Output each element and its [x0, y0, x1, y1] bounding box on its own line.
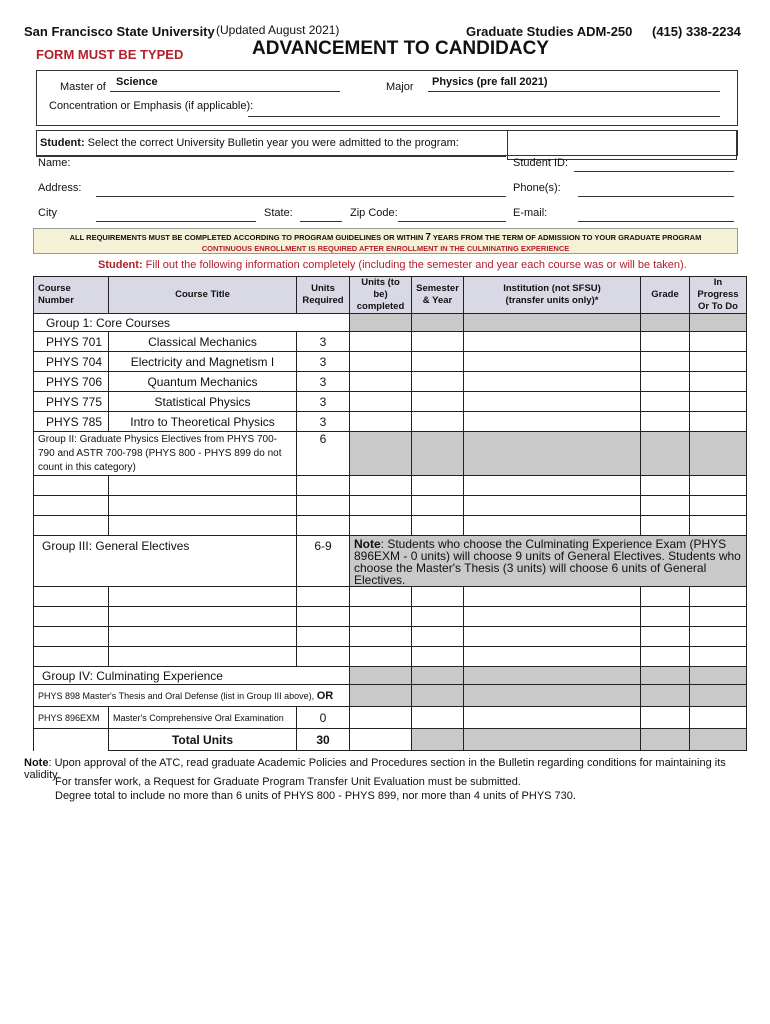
- group4-header-row: [34, 667, 747, 685]
- table-row: [34, 392, 747, 412]
- major-line: [428, 91, 720, 92]
- in-progress-cell[interactable]: [690, 372, 747, 392]
- university-name: San Francisco State University: [24, 24, 215, 39]
- units-required: 3: [297, 412, 350, 432]
- header-units-completed: Units (to be) completed: [350, 277, 412, 314]
- major-value[interactable]: Physics (pre fall 2021): [432, 76, 548, 88]
- name-label: Name:: [38, 157, 71, 169]
- group3-note: Note: Students who choose the Culminating Experience Exam (PHYS 896EXM - 0 units) will choose 9 units of General Electives. Students who choose the Master's Thesis (3 units) will choose 6 units of General Electives.: [350, 536, 747, 587]
- grade-cell[interactable]: [641, 412, 690, 432]
- course-title: Intro to Theoretical Physics: [109, 412, 297, 432]
- semester-cell[interactable]: [412, 392, 464, 412]
- in-progress-cell[interactable]: [690, 352, 747, 372]
- requirements-notice: [33, 228, 738, 254]
- email-input[interactable]: [578, 221, 734, 222]
- in-progress-cell[interactable]: [690, 392, 747, 412]
- table-row: [34, 496, 747, 516]
- table-row: [34, 352, 747, 372]
- group2-description: Group II: Graduate Physics Electives from PHYS 700-790 and ASTR 700-798 (PHYS 800 - PHYS 899 do not count in this category): [34, 432, 297, 476]
- in-progress-cell[interactable]: [690, 412, 747, 432]
- total-label: Total Units: [109, 729, 297, 751]
- course-number: PHYS 704: [34, 352, 109, 372]
- exam-units: 0: [297, 707, 350, 729]
- phones-label: Phone(s):: [513, 182, 561, 194]
- group3-title: Group III: General Electives: [34, 536, 297, 587]
- course-table: [33, 276, 747, 751]
- header-semester: Semester & Year: [412, 277, 464, 314]
- table-row: [34, 587, 747, 607]
- units-completed-cell[interactable]: [350, 392, 412, 412]
- zip-input[interactable]: [398, 221, 506, 222]
- master-of-line: [110, 91, 340, 92]
- total-row: [34, 729, 747, 751]
- header-institution: Institution (not SFSU) (transfer units only)*: [464, 277, 641, 314]
- exam-title: Master's Comprehensive Oral Examination: [109, 707, 297, 729]
- table-row: [34, 516, 747, 536]
- name-input[interactable]: [36, 156, 506, 157]
- table-row: [34, 647, 747, 667]
- student-id-input[interactable]: [574, 171, 734, 172]
- institution-cell[interactable]: [464, 372, 641, 392]
- thesis-row: [34, 685, 747, 707]
- total-units: 30: [297, 729, 350, 751]
- form-title: ADVANCEMENT TO CANDIDACY: [252, 38, 549, 59]
- table-row: [34, 332, 747, 352]
- table-row: [34, 412, 747, 432]
- header-grade: Grade: [641, 277, 690, 314]
- transfer-note: For transfer work, a Request for Graduate Program Transfer Unit Evaluation must be submitted.: [55, 776, 521, 788]
- grade-cell[interactable]: [641, 332, 690, 352]
- group4-title: Group IV: Culminating Experience: [34, 667, 350, 685]
- units-required: 3: [297, 352, 350, 372]
- address-input[interactable]: [96, 196, 506, 197]
- institution-cell[interactable]: [464, 352, 641, 372]
- course-title: Statistical Physics: [109, 392, 297, 412]
- course-number: PHYS 706: [34, 372, 109, 392]
- units-completed-cell[interactable]: [350, 352, 412, 372]
- concentration-input[interactable]: [248, 116, 720, 117]
- semester-cell[interactable]: [412, 352, 464, 372]
- exam-row: [34, 707, 747, 729]
- address-label: Address:: [38, 182, 82, 194]
- units-completed-cell[interactable]: [350, 332, 412, 352]
- header-course-title: Course Title: [109, 277, 297, 314]
- email-label: E-mail:: [513, 207, 548, 219]
- group2-row: [34, 432, 747, 476]
- table-row: [34, 372, 747, 392]
- course-title: Quantum Mechanics: [109, 372, 297, 392]
- semester-cell[interactable]: [412, 332, 464, 352]
- in-progress-cell[interactable]: [690, 707, 747, 729]
- zip-label: Zip Code:: [350, 207, 398, 219]
- bulletin-year-input[interactable]: [507, 130, 737, 160]
- state-label: State:: [264, 207, 293, 219]
- group2-units: 6: [297, 432, 350, 476]
- institution-cell[interactable]: [464, 332, 641, 352]
- major-label: Major: [386, 81, 414, 93]
- table-row: [34, 476, 747, 496]
- grade-cell[interactable]: [641, 352, 690, 372]
- master-of-label: Master of: [60, 81, 106, 93]
- course-title: Electricity and Magnetism I: [109, 352, 297, 372]
- in-progress-cell[interactable]: [690, 332, 747, 352]
- group3-units: 6-9: [297, 536, 350, 587]
- units-completed-cell[interactable]: [350, 372, 412, 392]
- header-units-required: Units Required: [297, 277, 350, 314]
- master-of-value[interactable]: Science: [116, 76, 158, 88]
- institution-cell[interactable]: [464, 412, 641, 432]
- course-number: PHYS 785: [34, 412, 109, 432]
- office-phone: (415) 338-2234: [652, 24, 741, 39]
- grade-cell[interactable]: [641, 392, 690, 412]
- exam-number: PHYS 896EXM: [34, 707, 109, 729]
- grade-cell[interactable]: [641, 707, 690, 729]
- group1-header-row: [34, 314, 747, 332]
- notice-line-1: ALL REQUIREMENTS MUST BE COMPLETED ACCORDING TO PROGRAM GUIDELINES OR WITHIN 7 YEARS FROM THE TERM OF ADMISSION TO YOUR GRADUATE PROGRAM: [69, 232, 702, 243]
- semester-cell[interactable]: [412, 372, 464, 392]
- course-number: PHYS 701: [34, 332, 109, 352]
- institution-cell[interactable]: [464, 707, 641, 729]
- units-completed-cell[interactable]: [350, 707, 412, 729]
- course-title: Classical Mechanics: [109, 332, 297, 352]
- institution-cell[interactable]: [464, 392, 641, 412]
- units-required: 3: [297, 332, 350, 352]
- table-row: [34, 607, 747, 627]
- grade-cell[interactable]: [641, 372, 690, 392]
- header-course-number: Course Number: [34, 277, 109, 314]
- concentration-label: Concentration or Emphasis (if applicable):: [49, 100, 254, 112]
- phones-input[interactable]: [578, 196, 734, 197]
- thesis-option: PHYS 898 Master's Thesis and Oral Defense (list in Group III above), OR: [34, 685, 350, 707]
- city-label: City: [38, 207, 57, 219]
- form-must-be-typed: FORM MUST BE TYPED: [36, 47, 184, 62]
- footer-note: Note: Upon approval of the ATC, read graduate Academic Policies and Procedures section in the Bulletin regarding conditions for maintaining its validity.: [24, 757, 726, 781]
- table-row: [34, 627, 747, 647]
- semester-cell[interactable]: [412, 707, 464, 729]
- group3-row: [34, 536, 747, 587]
- degree-note: Degree total to include no more than 6 units of PHYS 800 - PHYS 899, nor more than 4 units of PHYS 730.: [55, 790, 576, 802]
- office-code: Graduate Studies ADM-250: [466, 24, 633, 39]
- units-completed-cell[interactable]: [350, 412, 412, 432]
- header-in-progress: In Progress Or To Do: [690, 277, 747, 314]
- student-id-label: Student ID:: [513, 157, 569, 169]
- table-instruction: Student: Fill out the following information completely (including the semester and year each course was or will be taken).: [98, 259, 687, 271]
- course-number: PHYS 775: [34, 392, 109, 412]
- notice-line-2: CONTINUOUS ENROLLMENT IS REQUIRED AFTER ENROLLMENT IN THE CULMINATING EXPERIENCE: [201, 244, 570, 253]
- group1-title: Group 1: Core Courses: [34, 314, 350, 332]
- bulletin-label: Student: Select the correct University Bulletin year you were admitted to the program:: [40, 137, 459, 149]
- state-input[interactable]: [300, 221, 342, 222]
- city-input[interactable]: [96, 221, 256, 222]
- semester-cell[interactable]: [412, 412, 464, 432]
- units-required: 3: [297, 392, 350, 412]
- units-required: 3: [297, 372, 350, 392]
- total-units-completed-cell[interactable]: [350, 729, 412, 751]
- updated-date: (Updated August 2021): [216, 23, 340, 37]
